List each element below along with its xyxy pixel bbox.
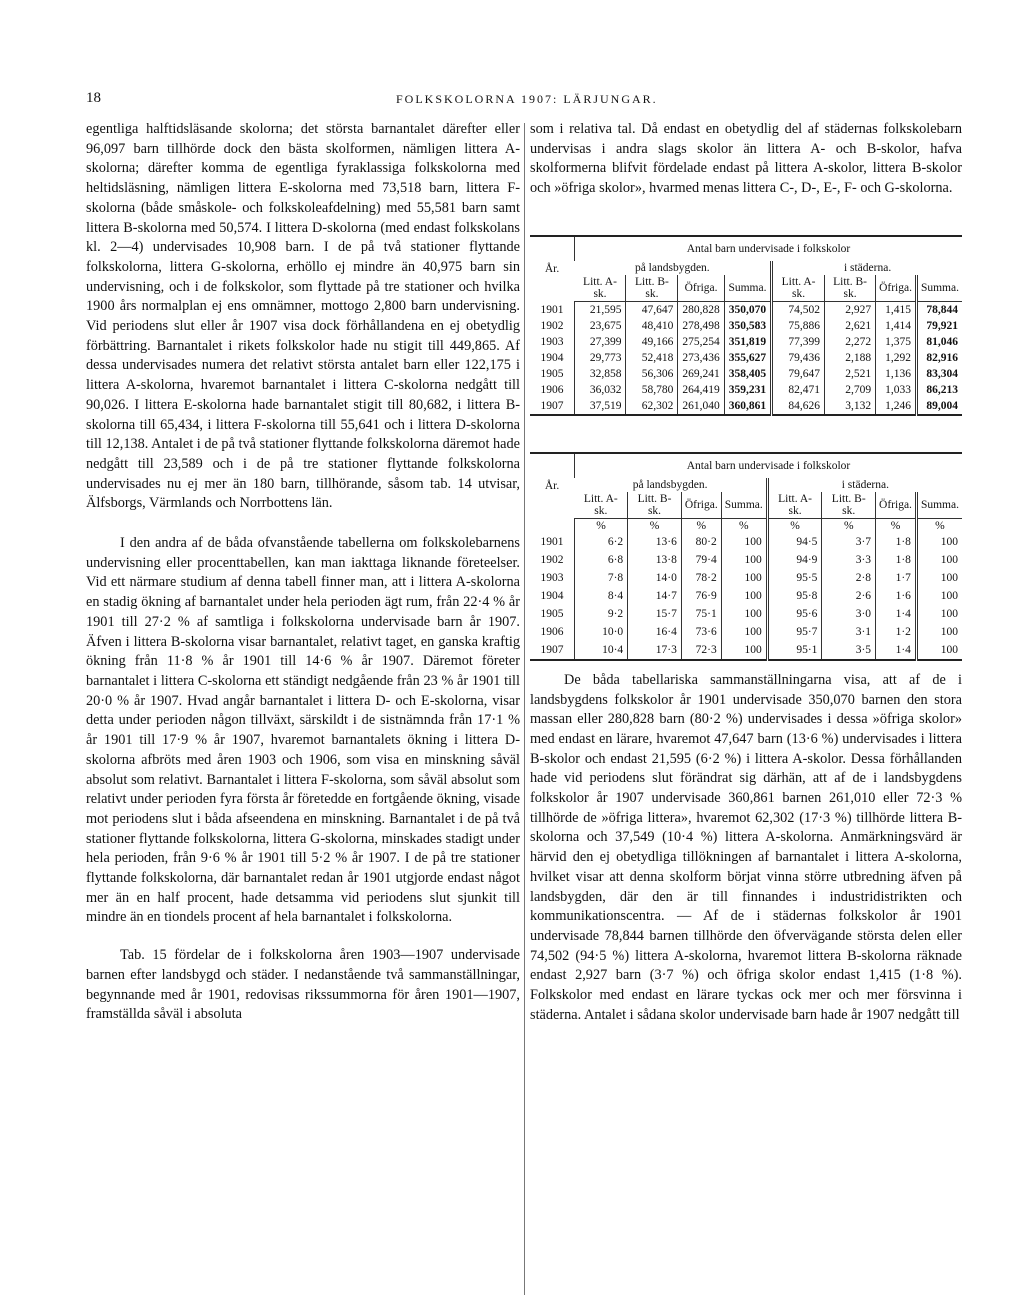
year-cell: 1906 [540, 625, 564, 638]
percent-unit-cell: % [822, 518, 876, 533]
right-column [530, 120, 962, 1025]
table-cell: 261,040 [678, 398, 724, 415]
table-cell: 1,033 [876, 382, 917, 398]
year-cell: 1903 [540, 571, 564, 584]
col-header: Litt. B-sk. [626, 275, 678, 302]
table-cell: 49,166 [626, 334, 678, 350]
table-cell: 351,819 [724, 334, 771, 350]
table-cell: 273,436 [678, 350, 724, 366]
table-cell: 100 [916, 605, 962, 623]
left-column [86, 120, 520, 1025]
table-cell: 2,521 [825, 366, 876, 382]
table-cell: 95·6 [767, 605, 822, 623]
table-cell: 1·2 [876, 623, 917, 641]
table-cell: 269,241 [678, 366, 724, 382]
col-header: Summa. [916, 275, 962, 302]
table-cell: 56,306 [626, 366, 678, 382]
table-cell: 100 [721, 587, 767, 605]
percent-unit-cell: % [681, 518, 721, 533]
table-cell: 23,675 [575, 318, 626, 334]
table-cell: 100 [721, 605, 767, 623]
table-cell: 17·3 [628, 641, 682, 660]
percent-unit-row [530, 518, 962, 533]
table-cell: 75·1 [681, 605, 721, 623]
table-cell: 100 [916, 623, 962, 641]
table-cell: 1·7 [876, 569, 917, 587]
table-cell: 13·8 [628, 551, 682, 569]
table-cell: 48,410 [626, 318, 678, 334]
table-cell: 78·2 [681, 569, 721, 587]
rural-header: på landsbygden. [632, 478, 708, 491]
table-cell: 6·8 [575, 551, 628, 569]
table-cell: 76·9 [681, 587, 721, 605]
table-cell: 62,302 [626, 398, 678, 415]
table-cell: 3·0 [822, 605, 876, 623]
table-row [530, 382, 962, 398]
table-cell: 2,621 [825, 318, 876, 334]
table-row [530, 398, 962, 415]
left-paragraph-3: Tab. 15 fördelar de i folkskolorna åren 1903—1907 undervisade barnen efter landsbygd och städer. I nedanstående två sammanställningar, begynnande med år 1901, redovisas rikssummorna för åren 1901—1907, framställda såväl i absoluta [86, 947, 520, 1023]
table-cell: 32,858 [575, 366, 626, 382]
table-cell: 10·4 [575, 641, 628, 660]
urban-header: i städerna. [767, 478, 962, 492]
table-row [530, 623, 962, 641]
table-cell: 100 [916, 587, 962, 605]
table-cell: 1,292 [876, 350, 917, 366]
table-cell: 2,927 [825, 301, 876, 318]
table-cell: 82,916 [916, 350, 962, 366]
table-cell: 1·4 [876, 605, 917, 623]
table-cell: 27,399 [575, 334, 626, 350]
year-cell: 1904 [540, 589, 564, 602]
table-cell: 264,419 [678, 382, 724, 398]
percent-unit-cell: % [721, 518, 767, 533]
right-bottom-paragraph: De båda tabellariska sammanställningarna visa, att af de i landsbygdens folkskolor år 1901 undervisade 350,070 barnen den stora massan eller 280,828 barn (80·2 %) undervisades i dessa »öfriga skolor» med endast en lärare, hvaremot 47,647 barn (13·6 %) undervisades i littera B-skolor och endast 21,595 (6·2 %) i littera A-skolor. Dessa förhållanden hade vid periodens slut förändrat sig därhän, att af de i landsbygdens folkskolor år 1907 undervisade 360,861 barnen 261,010 eller 72·3 % tillhörde de »öfriga littera», hvaremot 62,302 (17·3 %) tillhörde littera B-skolorna och 37,549 (10·4 %) littera A-skolorna. Anmärkningsvärd är härvid den ej obetydliga tillökningen af barnantalet i littera A-skolorna, hvilket visar att denna skolform börjat vinna större utbredning äfven på landsbygden, där den är till finnandes i industridistrikten och kommunikationscentra. — Af de i städernas folkskolor år 1901 undervisade 78,844 barnen tillhörde den öfvervägande största delen eller 74,502 (94·5 %) littera A-skolorna, hvaremot littera B-skolorna räknade endast 2,927 barn (3·7 %) och öfriga skolor endast 1,415 (1·8 %). Folkskolor med endast en lärare tyckas ock mer och mer försvinna i städerna. Antalet i sådana skolor undervisade barn hade år 1907 nedgått till [530, 671, 962, 1023]
table-row [530, 301, 962, 318]
table-cell: 3·7 [822, 533, 876, 551]
table-cell: 355,627 [724, 350, 771, 366]
col-header: Summa. [724, 275, 771, 302]
table-cell: 100 [721, 623, 767, 641]
table-cell: 3,132 [825, 398, 876, 415]
table-cell: 100 [721, 551, 767, 569]
table-cell: 360,861 [724, 398, 771, 415]
table-cell: 37,519 [575, 398, 626, 415]
page-number: 18 [86, 90, 101, 106]
table-cell: 75,886 [772, 318, 825, 334]
percent-unit-cell: % [876, 518, 917, 533]
table-cell: 1,246 [876, 398, 917, 415]
col-header: Litt. A-sk. [575, 492, 628, 519]
year-cell: 1907 [530, 398, 575, 415]
table-cell: 95·5 [767, 569, 822, 587]
urban-header: i städerna. [772, 261, 962, 275]
col-header: Öfriga. [876, 275, 917, 302]
table-cell: 52,418 [626, 350, 678, 366]
table-cell: 358,405 [724, 366, 771, 382]
table-cell: 100 [721, 641, 767, 660]
table-cell: 280,828 [678, 301, 724, 318]
col-header: Litt. B-sk. [822, 492, 876, 519]
percent-unit-cell: % [628, 518, 682, 533]
year-cell: 1901 [540, 303, 564, 316]
running-head: FOLKSKOLORNA 1907: LÄRJUNGAR. [396, 92, 658, 106]
table-main-header: Antal barn undervisade i folkskolor [575, 236, 963, 261]
year-cell: 1904 [540, 351, 564, 364]
table-cell: 100 [721, 569, 767, 587]
table-row [530, 366, 962, 382]
col-header: Summa. [721, 492, 767, 519]
table-main-header: Antal barn undervisade i folkskolor [575, 453, 963, 478]
table-cell: 1,375 [876, 334, 917, 350]
table-cell: 100 [721, 533, 767, 551]
table-cell: 100 [916, 551, 962, 569]
table-cell: 100 [916, 569, 962, 587]
table-cell: 21,595 [575, 301, 626, 318]
percent-unit-cell: % [575, 518, 628, 533]
year-header: År. [530, 236, 575, 302]
table-cell: 6·2 [575, 533, 628, 551]
table-cell: 2,709 [825, 382, 876, 398]
rural-header: på landsbygden. [634, 261, 710, 274]
col-header: Litt. A-sk. [772, 275, 825, 302]
table-cell: 7·8 [575, 569, 628, 587]
table-cell: 359,231 [724, 382, 771, 398]
table-cell: 14·7 [628, 587, 682, 605]
table-cell: 89,004 [916, 398, 962, 415]
right-top-paragraph: som i relativa tal. Då endast en obetydlig del af städernas folkskolebarn undervisas i andra slags skolor än littera A- och B-skolor, hafva skolformerna blifvit fördelade endast på littera A-skolor, littera B-skolor och »öfriga skolor», hvarmed menas littera C-, D-, E-, F- och G-skolorna. [530, 121, 962, 197]
table-cell: 95·8 [767, 587, 822, 605]
col-header: Litt. B-sk. [628, 492, 682, 519]
table-cell: 86,213 [916, 382, 962, 398]
year-cell: 1901 [540, 535, 564, 548]
year-cell: 1902 [540, 553, 564, 566]
table-cell: 16·4 [628, 623, 682, 641]
table-cell: 3·5 [822, 641, 876, 660]
percent-unit-cell: % [916, 518, 962, 533]
table-cell: 275,254 [678, 334, 724, 350]
table-cell: 36,032 [575, 382, 626, 398]
table-cell: 9·2 [575, 605, 628, 623]
left-paragraph-1: egentliga halftidsläsande skolorna; det största barnantalet därefter eller 96,097 barn tillhörde dock den bästa skolformen, nämligen littera A-skolorna; därefter komma de egentliga fyraklassiga folkskolorna med heltidsläsning, nämligen littera E-skolorna med 73,518 barn, littera F-skolorna (både småskole- och folkskoleafdelning) med 55,581 barn samt littera B-skolorna med 50,574. I littera D-skolorna (med endast folkskolans kl. 2—4) undervisades 10,908 barn. I de på två stationer flyttande folkskolorna, littera G-skolorna, erhöllo ej mindre än 40,975 barn sin undervisning, och i de folkskolor, som flyttade på tre stationer och hvilka 1900 års normalplan ej ens omnämner, mottogo 2,800 barn undervisning. Vid periodens slut eller år 1907 visa dock förhållandena en ej obetydlig förbättring. Barnantalet i rikets folkskolor hade nu stigit till 449,865. Af dessa undervisades numera det relativt största antalet barn eller 122,175 i littera A-skolorna, hvaremot barnantalet i littera C-skolorna nedgått till 90,026. I littera E-skolorna hade barnantalet stigit till 80,682, i littera B-skolorna till 65,434, i littera F-skolorna till 55,641 och i littera D-skolorna till 12,138. Antalet i de på två stationer flyttande folkskolorna däremot hade nedgått till 23,589 och i de på tre stationer flyttande folkskolorna undervisades nu ej mer än 180 barn, tillhörande, såsom tab. 14 utvisar, Älfsborgs, Värmlands och Norrbottens län. [86, 121, 520, 512]
table-cell: 94·9 [767, 551, 822, 569]
year-cell: 1905 [540, 607, 564, 620]
table-row [530, 334, 962, 350]
col-header: Summa. [916, 492, 962, 519]
table-row [530, 533, 962, 551]
table-cell: 79,921 [916, 318, 962, 334]
table-cell: 13·6 [628, 533, 682, 551]
table-row [530, 350, 962, 366]
table-cell: 15·7 [628, 605, 682, 623]
table-cell: 350,070 [724, 301, 771, 318]
table-cell: 3·1 [822, 623, 876, 641]
table-cell: 79,647 [772, 366, 825, 382]
col-header: Litt. A-sk. [767, 492, 822, 519]
table-cell: 8·4 [575, 587, 628, 605]
table-cell [530, 518, 575, 533]
table-cell: 2,188 [825, 350, 876, 366]
table-cell: 100 [916, 533, 962, 551]
col-header: Öfriga. [678, 275, 724, 302]
table-cell: 58,780 [626, 382, 678, 398]
year-cell: 1905 [540, 367, 564, 380]
table-cell: 74,502 [772, 301, 825, 318]
col-header: Litt. A-sk. [575, 275, 626, 302]
table-cell: 94·5 [767, 533, 822, 551]
year-cell: 1906 [540, 383, 564, 396]
table-cell: 278,498 [678, 318, 724, 334]
table-cell: 95·7 [767, 623, 822, 641]
table-cell: 2,272 [825, 334, 876, 350]
year-cell: 1903 [540, 335, 564, 348]
table-cell: 2·8 [822, 569, 876, 587]
year-cell: 1902 [540, 319, 564, 332]
table-cell: 77,399 [772, 334, 825, 350]
table-cell: 95·1 [767, 641, 822, 660]
table-row [530, 641, 962, 660]
absolute-table [530, 235, 962, 416]
table-cell: 82,471 [772, 382, 825, 398]
table-cell: 47,647 [626, 301, 678, 318]
table-row [530, 318, 962, 334]
table-cell: 2·6 [822, 587, 876, 605]
table-cell: 84,626 [772, 398, 825, 415]
table-cell: 29,773 [575, 350, 626, 366]
percent-unit-cell: % [767, 518, 822, 533]
table-cell: 1,136 [876, 366, 917, 382]
table-row [530, 569, 962, 587]
table-cell: 1·4 [876, 641, 917, 660]
table-cell: 10·0 [575, 623, 628, 641]
table-cell: 78,844 [916, 301, 962, 318]
table-cell: 81,046 [916, 334, 962, 350]
percent-table [530, 452, 962, 661]
year-cell: 1907 [530, 641, 575, 660]
table-cell: 73·6 [681, 623, 721, 641]
table-cell: 80·2 [681, 533, 721, 551]
table-cell: 1·8 [876, 551, 917, 569]
table-cell: 350,583 [724, 318, 771, 334]
col-header: Litt. B-sk. [825, 275, 876, 302]
table-cell: 1·6 [876, 587, 917, 605]
table-row [530, 605, 962, 623]
table-row [530, 587, 962, 605]
col-header: Öfriga. [876, 492, 917, 519]
table-cell: 79,436 [772, 350, 825, 366]
table-cell: 3·3 [822, 551, 876, 569]
page-header [86, 90, 946, 110]
table-cell: 1,415 [876, 301, 917, 318]
col-header: Öfriga. [681, 492, 721, 519]
left-paragraph-2: I den andra af de båda ofvanstående tabellerna om folkskolebarnens undervisning eller procenttabellen, kan man iakttaga liknande företeelser. Vid ett närmare studium af denna tabell finner man, att i littera A-skolorna en stadig ökning af barnantalet under hela perioden ägt rum, från 22·4 % år 1901 till 27·2 % af samtliga i folkskolorna undervisade barn år 1907. Äfven i littera B-skolorna visar barnantalet, relativt taget, en ganska kraftig ökning från 11·8 % år 1901 till 14·6 % år 1907. Däremot företer barnantalet i littera C-skolorna ett ständigt nedgående från 23 % år 1901 till 20·0 % år 1907. Hvad angår barnantalet i littera D- och E-skolorna, visar detta under perioden någon tillväxt, särskildt i de sistnämnda från 17·1 % år 1901 till 17·9 % år 1907, hvaremot barnantalets ökning i littera D-skolorna afbröts med åren 1903 och 1906, som visa en minskning såväl absolut som relativt. Barnantalet i littera F-skolorna, som såväl absolut som relativt under perioden fyra första år företedde en fortgående ökning, visade mot periodens slut i båda afseendena en minskning. Barnantalet i de på två stationer flyttande folkskolorna, littera G-skolorna, minskades stadigt under hela perioden, från 9·6 % år 1901 till 5·2 % år 1907. I de på tre stationer flyttande folkskolorna, där barnantalet redan år 1901 utgjorde endast något mer än en half procent, hade detsamma vid periodens slut sjunkit till mindre än en tiondels procent af hela barnantalet i folkskolorna. [86, 535, 520, 926]
table-cell: 1,414 [876, 318, 917, 334]
table-cell: 1·8 [876, 533, 917, 551]
column-divider [524, 123, 525, 1295]
table-row [530, 551, 962, 569]
table-cell: 14·0 [628, 569, 682, 587]
table-cell: 79·4 [681, 551, 721, 569]
year-header: År. [530, 453, 575, 519]
table-cell: 83,304 [916, 366, 962, 382]
table-cell: 72·3 [681, 641, 721, 660]
table-cell: 100 [916, 641, 962, 660]
